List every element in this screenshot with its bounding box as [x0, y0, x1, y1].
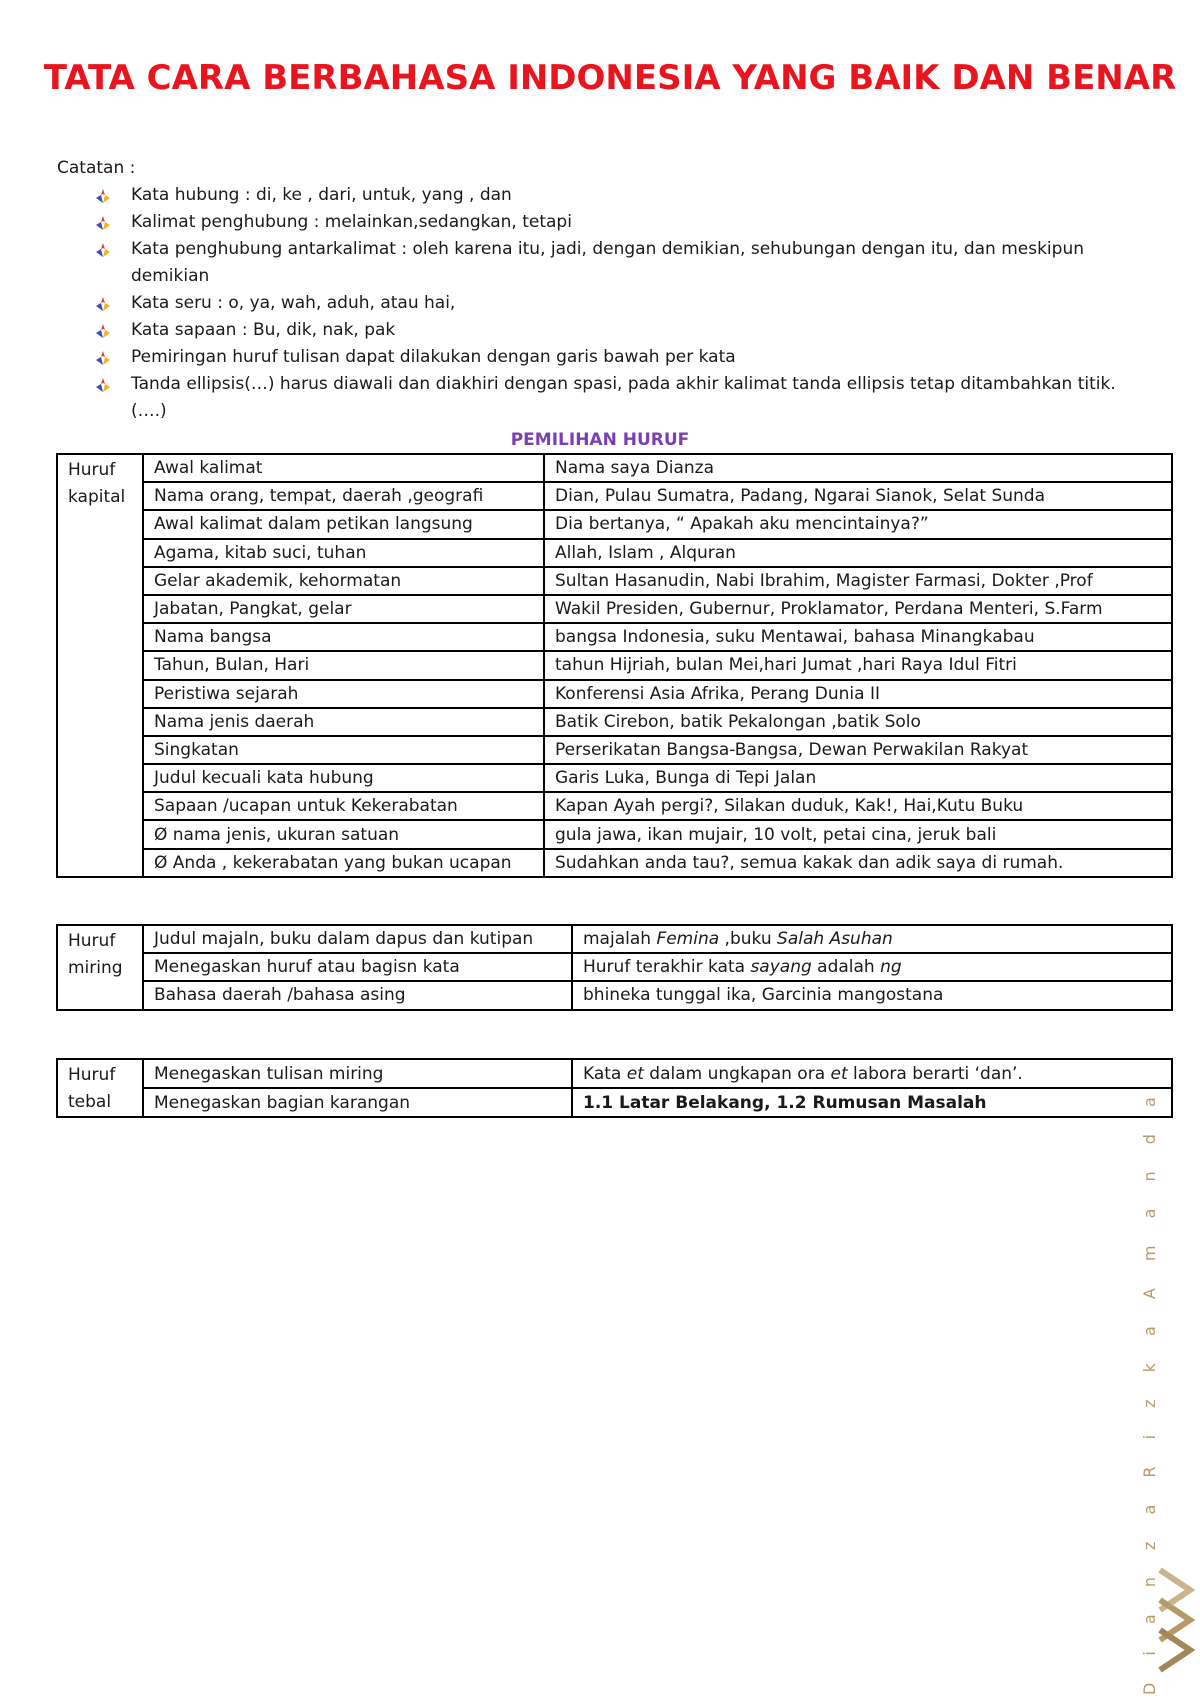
- table-cell: bhineka tunggal ika, Garcinia mangostana: [572, 981, 1172, 1009]
- table-row: [57, 623, 1172, 651]
- table-cell: Nama bangsa: [143, 623, 544, 651]
- table-cell: 1.1 Latar Belakang, 1.2 Rumusan Masalah: [572, 1088, 1172, 1117]
- table-row: [57, 680, 1172, 708]
- note-item: Kata penghubung antarkalimat : oleh karena itu, jadi, dengan demikian, sehubungan dengan itu, dan meskipun demikian: [95, 236, 1135, 290]
- tebal-table: [56, 1058, 1173, 1118]
- table-cell: Menegaskan tulisan miring: [143, 1059, 572, 1088]
- table-cell: Kapan Ayah pergi?, Silakan duduk, Kak!, Hai,Kutu Buku: [544, 792, 1172, 820]
- note-item: Kalimat penghubung : melainkan,sedangkan, tetapi: [95, 209, 1135, 236]
- table-row: [57, 1088, 1172, 1117]
- table-cell: Perserikatan Bangsa-Bangsa, Dewan Perwakilan Rakyat: [544, 736, 1172, 764]
- table-cell: Jabatan, Pangkat, gelar: [143, 595, 544, 623]
- table-cell: Awal kalimat dalam petikan langsung: [143, 510, 544, 538]
- note-item: Tanda ellipsis(…) harus diawali dan diakhiri dengan spasi, pada akhir kalimat tanda ellipsis tetap ditambahkan titik. (….): [95, 371, 1135, 425]
- table-row: [57, 953, 1172, 981]
- table-row: [57, 925, 1172, 953]
- table-cell: Bahasa daerah /bahasa asing: [143, 981, 572, 1009]
- table-row: [57, 764, 1172, 792]
- arrow-bullet-icon: [95, 323, 111, 339]
- table-cell: Dian, Pulau Sumatra, Padang, Ngarai Sianok, Selat Sunda: [544, 482, 1172, 510]
- table-cell: Sapaan /ucapan untuk Kekerabatan: [143, 792, 544, 820]
- note-item: Kata sapaan : Bu, dik, nak, pak: [95, 317, 1135, 344]
- page-title: TATA CARA BERBAHASA INDONESIA YANG BAIK DAN BENAR: [43, 58, 1177, 98]
- table-cell: gula jawa, ikan mujair, 10 volt, petai cina, jeruk bali: [544, 820, 1172, 848]
- table-row: [57, 651, 1172, 679]
- row-label: Huruf kapital: [57, 454, 143, 877]
- table-cell: bangsa Indonesia, suku Mentawai, bahasa Minangkabau: [544, 623, 1172, 651]
- row-label: Huruf miring: [57, 925, 143, 1010]
- author-watermark: D i a n z a R i z k a A m a n d a: [1140, 1086, 1159, 1695]
- table-cell: Wakil Presiden, Gubernur, Proklamator, Perdana Menteri, S.Farm: [544, 595, 1172, 623]
- table-cell: Nama jenis daerah: [143, 708, 544, 736]
- section-title: PEMILIHAN HURUF: [510, 430, 690, 450]
- table-row: [57, 708, 1172, 736]
- table-cell: majalah Femina ,buku Salah Asuhan: [572, 925, 1172, 953]
- table-row: [57, 454, 1172, 482]
- table-cell: Peristiwa sejarah: [143, 680, 544, 708]
- arrow-bullet-icon: [95, 242, 111, 258]
- table-cell: Judul majaln, buku dalam dapus dan kutipan: [143, 925, 572, 953]
- table-cell: Garis Luka, Bunga di Tepi Jalan: [544, 764, 1172, 792]
- table-row: [57, 1059, 1172, 1088]
- table-cell: Sultan Hasanudin, Nabi Ibrahim, Magister Farmasi, Dokter ,Prof: [544, 567, 1172, 595]
- table-cell: tahun Hijriah, bulan Mei,hari Jumat ,hari Raya Idul Fitri: [544, 651, 1172, 679]
- table-row: [57, 849, 1172, 877]
- table-cell: Nama orang, tempat, daerah ,geografi: [143, 482, 544, 510]
- table-row: [57, 539, 1172, 567]
- table-cell: Ø nama jenis, ukuran satuan: [143, 820, 544, 848]
- kapital-table: [56, 453, 1173, 878]
- table-cell: Allah, Islam , Alquran: [544, 539, 1172, 567]
- table-cell: Menegaskan huruf atau bagisn kata: [143, 953, 572, 981]
- table-row: [57, 482, 1172, 510]
- table-row: [57, 820, 1172, 848]
- arrow-bullet-icon: [95, 350, 111, 366]
- table-cell: Konferensi Asia Afrika, Perang Dunia II: [544, 680, 1172, 708]
- arrow-bullet-icon: [95, 296, 111, 312]
- arrow-bullet-icon: [95, 215, 111, 231]
- table-row: [57, 981, 1172, 1009]
- miring-table: [56, 924, 1173, 1011]
- table-row: [57, 567, 1172, 595]
- note-item: Kata seru : o, ya, wah, aduh, atau hai,: [95, 290, 1135, 317]
- note-item: Kata hubung : di, ke , dari, untuk, yang , dan: [95, 182, 1135, 209]
- table-cell: Dia bertanya, “ Apakah aku mencintainya?”: [544, 510, 1172, 538]
- table-cell: Kata et dalam ungkapan ora et labora berarti ‘dan’.: [572, 1059, 1172, 1088]
- notes-list: [95, 182, 1135, 425]
- table-cell: Singkatan: [143, 736, 544, 764]
- arrow-bullet-icon: [95, 377, 111, 393]
- note-item: Pemiringan huruf tulisan dapat dilakukan dengan garis bawah per kata: [95, 344, 1135, 371]
- arrow-bullet-icon: [95, 188, 111, 204]
- table-cell: Ø Anda , kekerabatan yang bukan ucapan: [143, 849, 544, 877]
- table-cell: Batik Cirebon, batik Pekalongan ,batik Solo: [544, 708, 1172, 736]
- table-cell: Gelar akademik, kehormatan: [143, 567, 544, 595]
- chevron-decoration-icon: [1150, 1550, 1200, 1690]
- table-row: [57, 792, 1172, 820]
- table-cell: Agama, kitab suci, tuhan: [143, 539, 544, 567]
- notes-label: Catatan :: [57, 158, 136, 178]
- table-cell: Awal kalimat: [143, 454, 544, 482]
- table-cell: Nama saya Dianza: [544, 454, 1172, 482]
- table-cell: Sudahkan anda tau?, semua kakak dan adik saya di rumah.: [544, 849, 1172, 877]
- table-row: [57, 510, 1172, 538]
- table-row: [57, 736, 1172, 764]
- table-cell: Menegaskan bagian karangan: [143, 1088, 572, 1117]
- table-cell: Huruf terakhir kata sayang adalah ng: [572, 953, 1172, 981]
- table-cell: Judul kecuali kata hubung: [143, 764, 544, 792]
- table-cell: Tahun, Bulan, Hari: [143, 651, 544, 679]
- row-label: Huruf tebal: [57, 1059, 143, 1117]
- table-row: [57, 595, 1172, 623]
